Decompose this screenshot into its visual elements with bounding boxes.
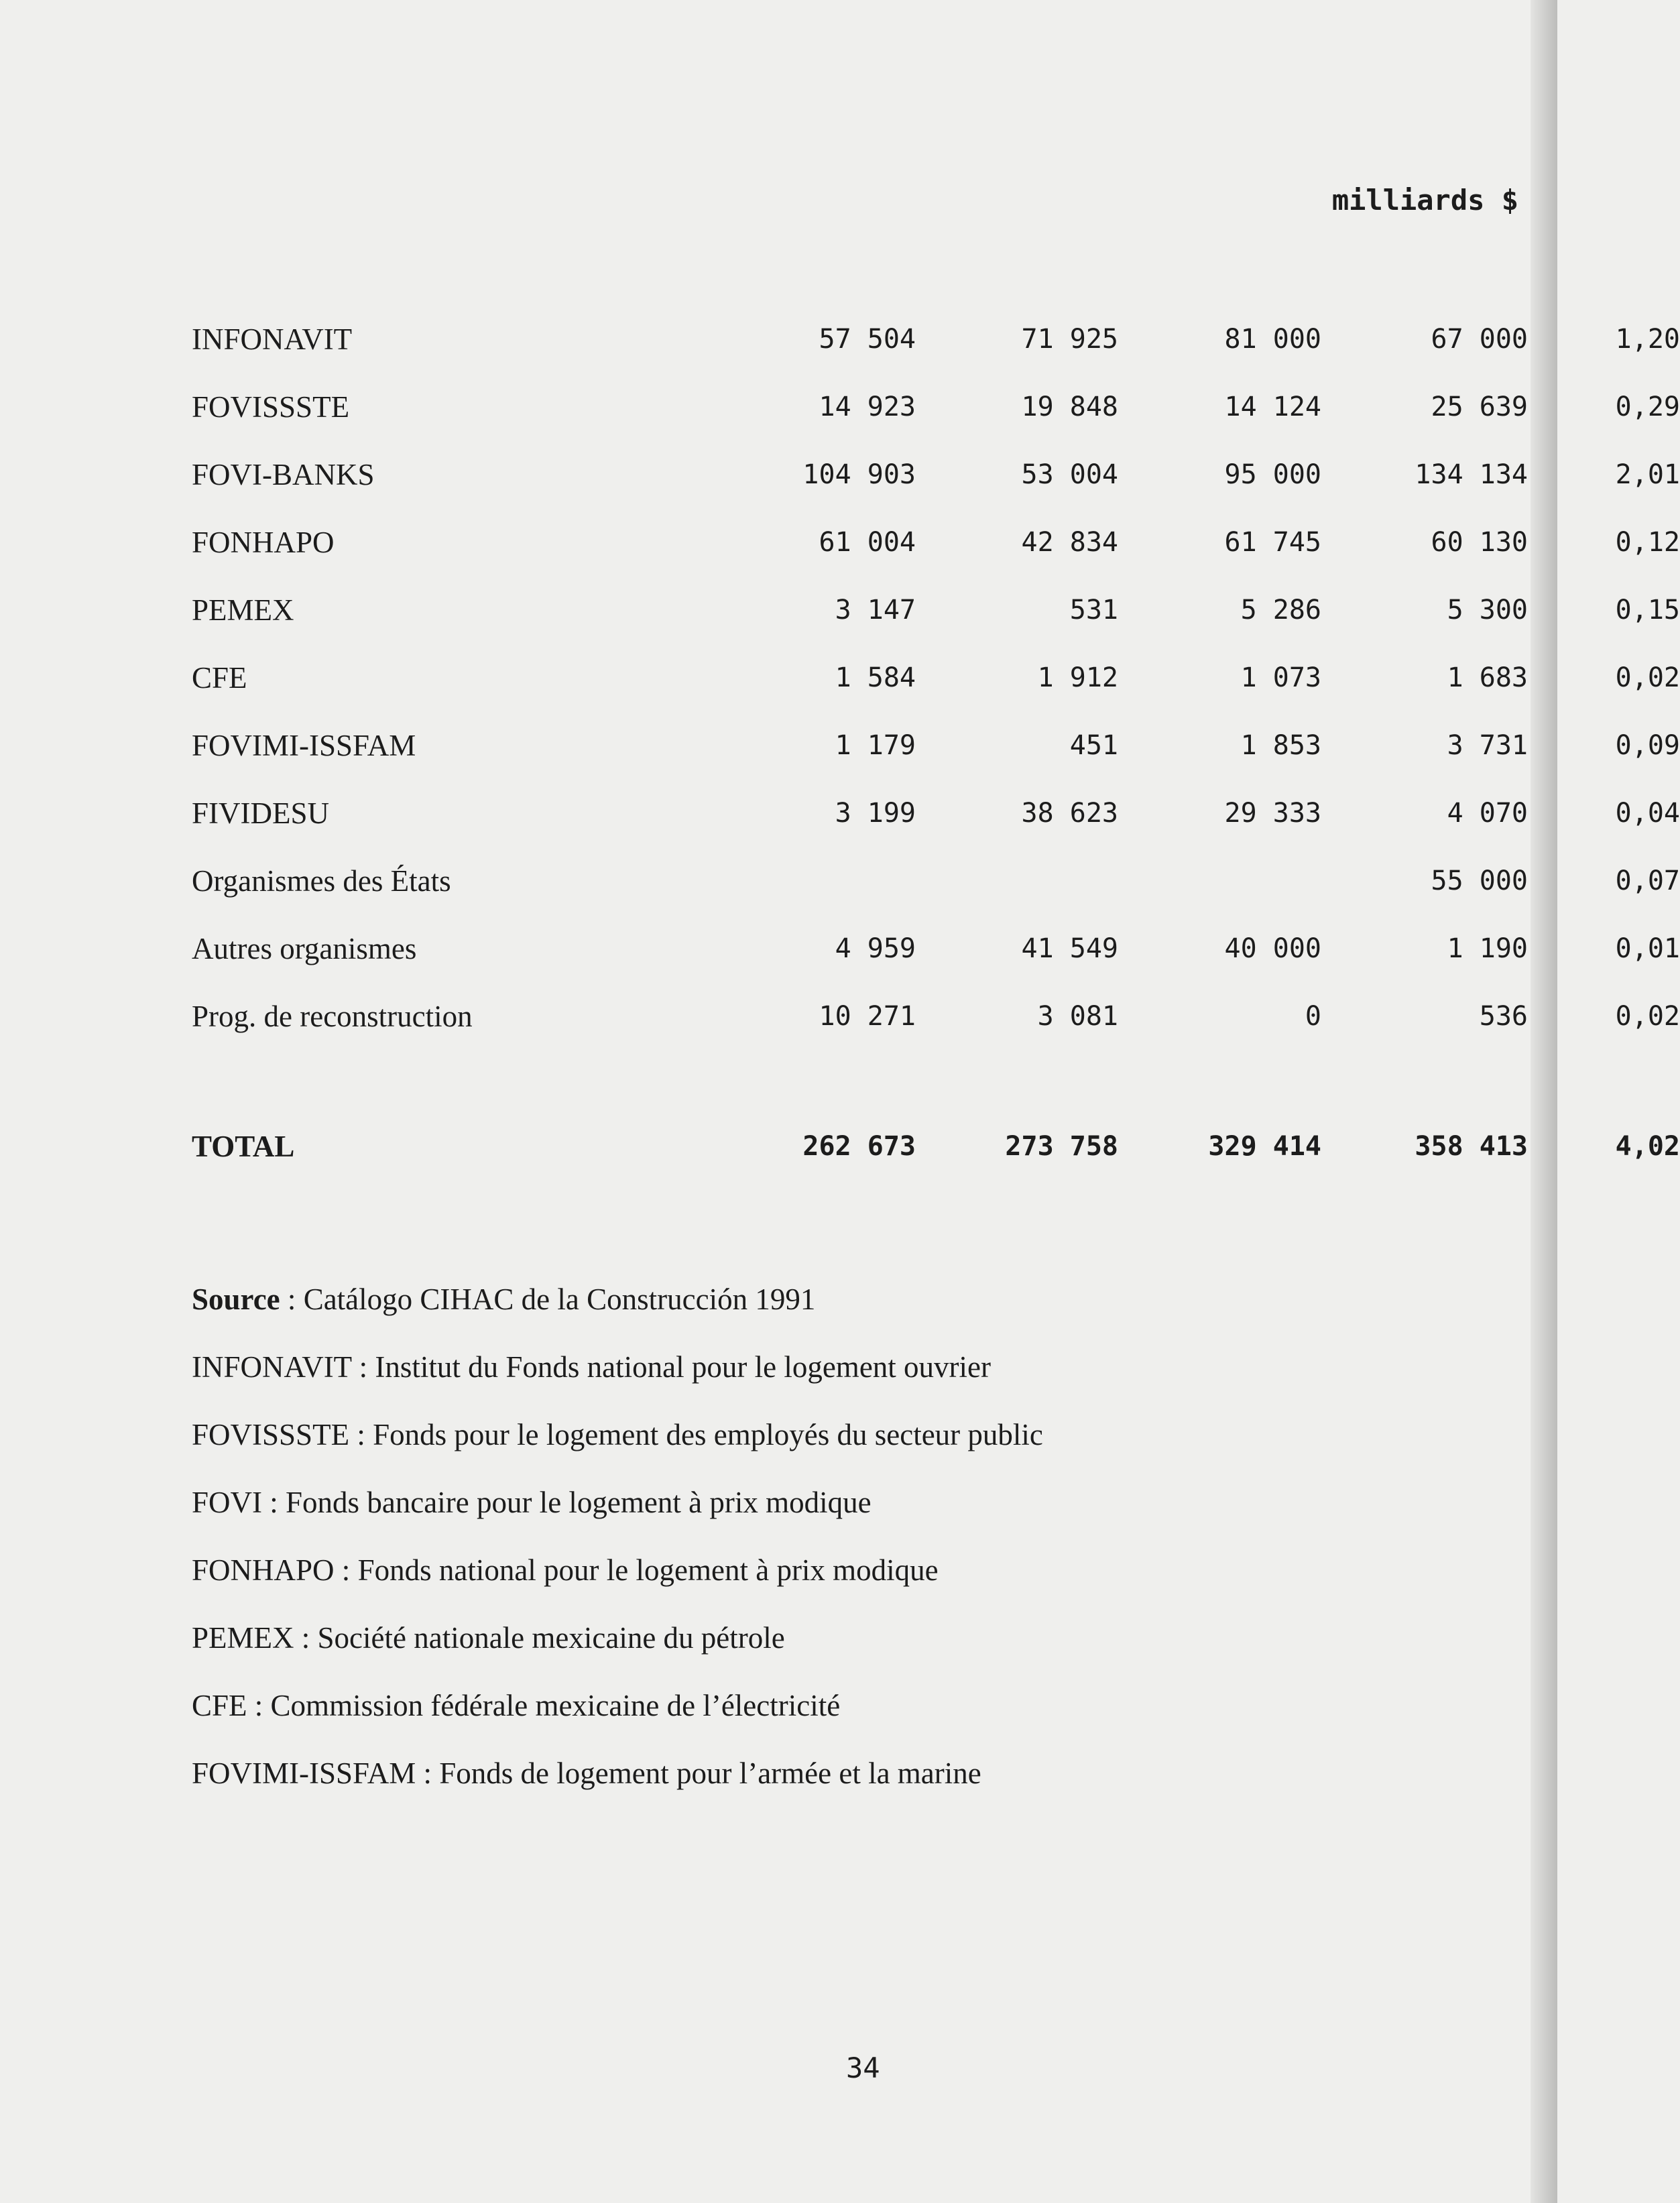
row-label: FOVIMI-ISSFAM [192, 729, 416, 762]
value-col-3: 40 000 [1224, 933, 1321, 964]
value-col-3: 0 [1305, 1001, 1321, 1032]
value-col-2: 1 912 [1037, 662, 1118, 693]
value-col-4: 67 000 [1431, 324, 1528, 355]
table-row [192, 998, 1680, 1065]
value-col-2: 531 [1069, 595, 1118, 626]
total-col-4: 358 413 [1415, 1131, 1528, 1162]
value-col-4: 60 130 [1431, 527, 1528, 558]
value-col-1: 4 959 [835, 933, 916, 964]
value-col-2: 53 004 [1021, 459, 1118, 490]
value-col-4: 536 [1479, 1001, 1528, 1032]
abbreviation-note: INFONAVIT : Institut du Fonds national pour le logement ouvrier [192, 1350, 991, 1384]
value-col-2: 19 848 [1021, 392, 1118, 422]
total-col-5: 4,02 [1615, 1131, 1680, 1162]
value-col-2: 38 623 [1021, 798, 1118, 829]
value-col-5: 0,04 [1615, 798, 1680, 829]
note-abbr: FOVI [192, 1486, 263, 1519]
note-text: Catálogo CIHAC de la Construcción 1991 [303, 1283, 816, 1316]
value-col-1: 14 923 [819, 392, 916, 422]
table-row [192, 727, 1680, 794]
table-notes [192, 1281, 1506, 1822]
note-abbr: FOVIMI-ISSFAM [192, 1757, 416, 1790]
value-col-3: 5 286 [1240, 595, 1321, 626]
total-col-3: 329 414 [1208, 1131, 1321, 1162]
value-col-2: 3 081 [1037, 1001, 1118, 1032]
value-col-1: 10 271 [819, 1001, 916, 1032]
table-row [192, 591, 1680, 659]
value-col-5: 0,15 [1615, 595, 1680, 626]
note-abbr: FONHAPO [192, 1553, 335, 1587]
value-col-1: 104 903 [802, 459, 916, 490]
value-col-5: 0,02 [1615, 1001, 1680, 1032]
note-abbr: PEMEX [192, 1621, 294, 1655]
table-row [192, 524, 1680, 591]
table-row [192, 388, 1680, 456]
page-number: 34 [846, 2051, 880, 2084]
note-text: Fonds pour le logement des employés du secteur public [373, 1418, 1043, 1451]
value-col-1: 57 504 [819, 324, 916, 355]
abbreviation-note: PEMEX : Société nationale mexicaine du pétrole [192, 1621, 785, 1655]
value-col-1: 1 179 [835, 730, 916, 761]
row-label: Autres organismes [192, 932, 417, 965]
table-row [192, 862, 1680, 930]
abbreviation-note: FOVIMI-ISSFAM : Fonds de logement pour l’armée et la marine [192, 1757, 981, 1790]
value-col-2: 41 549 [1021, 933, 1118, 964]
value-col-4: 134 134 [1415, 459, 1528, 490]
total-label: TOTAL [192, 1130, 295, 1163]
note-text: Fonds de logement pour l’armée et la marine [439, 1757, 981, 1790]
table-row [192, 659, 1680, 727]
note-text: Commission fédérale mexicaine de l’électricité [270, 1689, 841, 1722]
value-col-5: 1,20 [1615, 324, 1680, 355]
note-text: Société nationale mexicaine du pétrole [317, 1621, 785, 1655]
row-label: FOVISSSTE [192, 390, 350, 424]
value-col-1: 61 004 [819, 527, 916, 558]
note-abbr: Source [192, 1283, 280, 1316]
abbreviation-note: FONHAPO : Fonds national pour le logement à prix modique [192, 1553, 939, 1587]
abbreviation-note: FOVISSSTE : Fonds pour le logement des employés du secteur public [192, 1418, 1043, 1451]
table-row [192, 930, 1680, 998]
note-abbr: FOVISSSTE [192, 1418, 350, 1451]
note-abbr: CFE [192, 1689, 247, 1722]
table-row [192, 456, 1680, 524]
value-col-3: 95 000 [1224, 459, 1321, 490]
value-col-3: 29 333 [1224, 798, 1321, 829]
value-col-5: 0,29 [1615, 392, 1680, 422]
note-text: Fonds bancaire pour le logement à prix modique [286, 1486, 872, 1519]
value-col-3: 1 853 [1240, 730, 1321, 761]
abbreviation-note: CFE : Commission fédérale mexicaine de l’électricité [192, 1689, 841, 1722]
housing-funds-table [192, 320, 1680, 1195]
value-col-2: 71 925 [1021, 324, 1118, 355]
value-col-4: 55 000 [1431, 866, 1528, 896]
value-col-5: 0,02 [1615, 662, 1680, 693]
abbreviation-note: FOVI : Fonds bancaire pour le logement à prix modique [192, 1486, 872, 1519]
total-row [192, 1128, 1680, 1195]
value-col-4: 25 639 [1431, 392, 1528, 422]
note-text: Institut du Fonds national pour le logement ouvrier [375, 1350, 991, 1384]
total-col-2: 273 758 [1005, 1131, 1118, 1162]
unit-label: milliards $ [1331, 184, 1518, 217]
value-col-3: 1 073 [1240, 662, 1321, 693]
table-row [192, 794, 1680, 862]
value-col-5: 0,07 [1615, 866, 1680, 896]
value-col-4: 1 190 [1447, 933, 1528, 964]
note-abbr: INFONAVIT [192, 1350, 352, 1384]
value-col-4: 5 300 [1447, 595, 1528, 626]
value-col-1: 3 199 [835, 798, 916, 829]
row-label: FIVIDESU [192, 796, 330, 830]
value-col-4: 1 683 [1447, 662, 1528, 693]
value-col-5: 0,09 [1615, 730, 1680, 761]
table-row [192, 320, 1680, 388]
value-col-1: 3 147 [835, 595, 916, 626]
value-col-3: 61 745 [1224, 527, 1321, 558]
value-col-5: 2,01 [1615, 459, 1680, 490]
total-col-1: 262 673 [802, 1131, 916, 1162]
row-label: CFE [192, 661, 247, 695]
row-label: FONHAPO [192, 526, 335, 559]
source-note: Source : Catálogo CIHAC de la Construcción 1991 [192, 1283, 816, 1316]
value-col-3: 14 124 [1224, 392, 1321, 422]
value-col-2: 451 [1069, 730, 1118, 761]
note-text: Fonds national pour le logement à prix modique [357, 1553, 939, 1587]
row-label: INFONAVIT [192, 322, 353, 356]
value-col-4: 4 070 [1447, 798, 1528, 829]
row-label: FOVI-BANKS [192, 458, 375, 491]
value-col-5: 0,12 [1615, 527, 1680, 558]
value-col-3: 81 000 [1224, 324, 1321, 355]
row-label: PEMEX [192, 593, 294, 627]
row-label: Organismes des États [192, 864, 451, 898]
value-col-5: 0,01 [1615, 933, 1680, 964]
value-col-1: 1 584 [835, 662, 916, 693]
value-col-4: 3 731 [1447, 730, 1528, 761]
row-label: Prog. de reconstruction [192, 1000, 473, 1033]
value-col-2: 42 834 [1021, 527, 1118, 558]
